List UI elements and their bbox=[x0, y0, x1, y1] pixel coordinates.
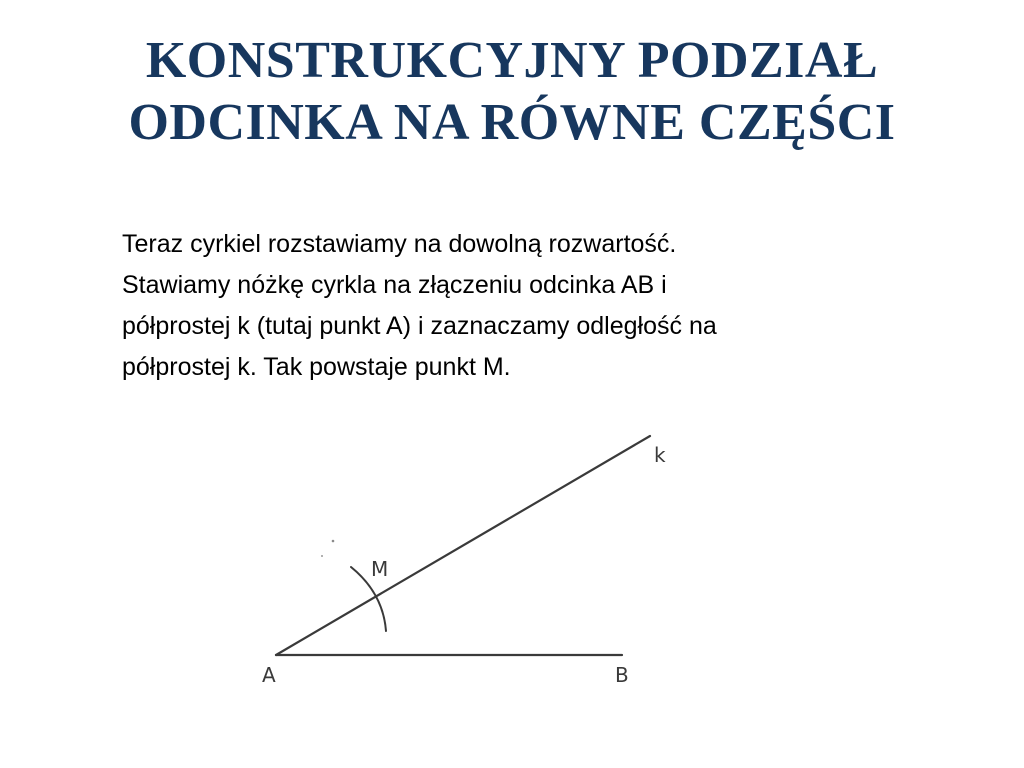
body-line-2: Stawiamy nóżkę cyrkla na złączeniu odcinka AB i bbox=[122, 271, 667, 299]
construction-dot bbox=[321, 555, 323, 557]
label-point-a: A bbox=[262, 663, 276, 687]
label-ray-k: k bbox=[654, 443, 666, 467]
title-line-1: KONSTRUKCYJNY PODZIAŁ bbox=[145, 32, 879, 89]
body-line-3: półprostej k (tutaj punkt A) i zaznaczamy odległość na bbox=[122, 312, 717, 340]
ray-k bbox=[276, 436, 650, 655]
label-point-m: M bbox=[371, 557, 389, 581]
label-point-b: B bbox=[615, 663, 629, 687]
body-line-4: półprostej k. Tak powstaje punkt M. bbox=[122, 353, 511, 381]
body-line-1: Teraz cyrkiel rozstawiamy na dowolną rozwartość. bbox=[122, 230, 677, 258]
construction-dot bbox=[332, 540, 335, 543]
title-line-2: ODCINKA NA RÓWNE CZĘŚCI bbox=[128, 94, 896, 151]
